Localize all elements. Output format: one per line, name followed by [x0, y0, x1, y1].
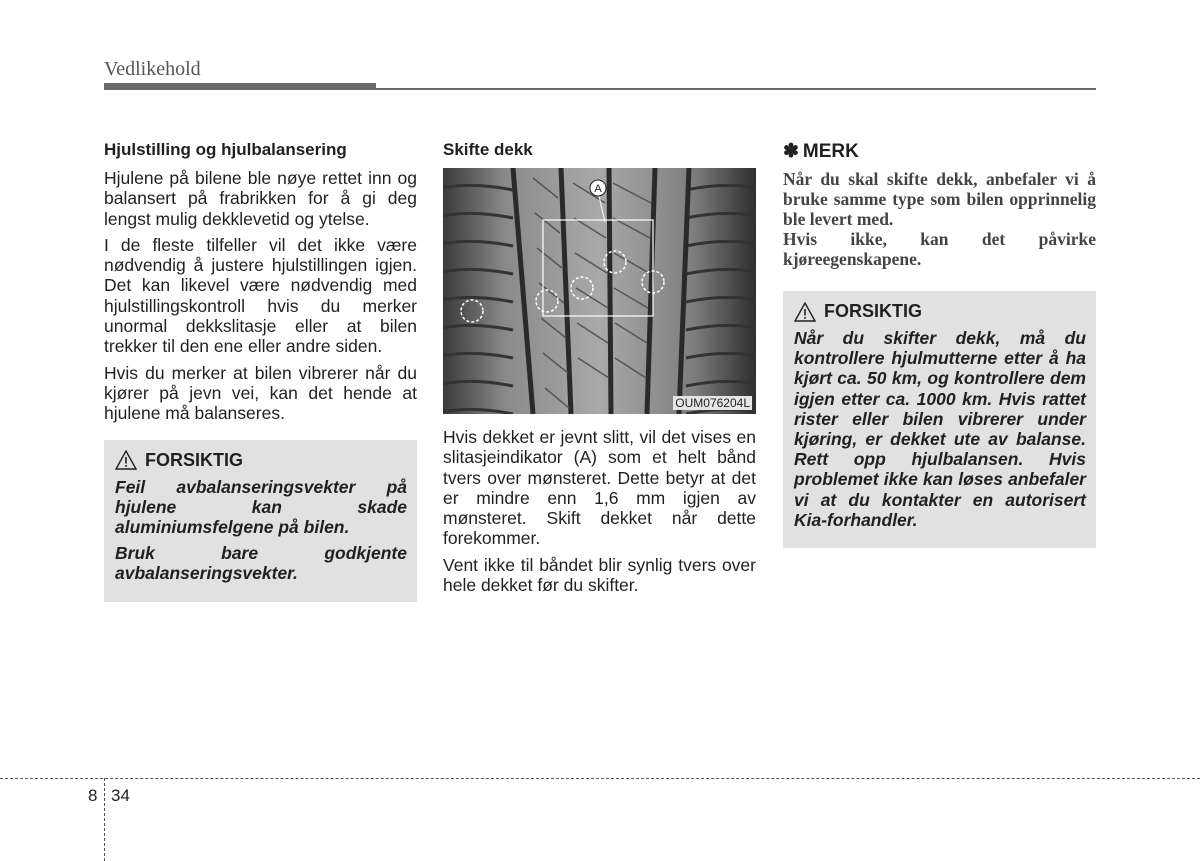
- note-title: MERK: [802, 140, 859, 162]
- caution-box: [104, 440, 417, 602]
- caution-text: Feil avbalanseringsvekter på hjulene kan skade aluminiumsfelgene på bilen.: [115, 476, 407, 537]
- warning-triangle-icon: [794, 302, 816, 322]
- caution-text: Bruk bare godkjente avbalanseringsvekter.: [115, 543, 407, 584]
- paragraph: I de fleste tilfeller vil det ikke være nødvendig å justere hjulstillingen igjen. Det kan likevel være nødvendig med hjulstillingskontroll hvis du merker unormal dekkslitasje eller at bilen trekker til den ene eller andre siden.: [104, 234, 417, 357]
- tire-tread-illustration: [443, 168, 756, 414]
- heading-wheel-alignment: Hjulstilling og hjulbalansering: [104, 140, 347, 159]
- page-number: 34: [111, 786, 130, 805]
- caution-title: FORSIKTIG: [145, 449, 243, 470]
- paragraph: Hjulene på bilene ble nøye rettet inn og balansert på frabrikken for å gi deg lengst mulig dekklevetid og ytelse.: [104, 168, 417, 229]
- tire-wear-figure: [443, 168, 756, 414]
- heading-tire-change: Skifte dekk: [443, 140, 533, 159]
- section-title: Vedlikehold: [104, 58, 201, 80]
- footer-rule: [0, 778, 1200, 779]
- note-header: [783, 140, 1096, 163]
- figure-marker-a: A: [594, 183, 602, 195]
- footer-margin-rule: [104, 778, 105, 861]
- column-left: [104, 140, 417, 602]
- column-middle: [443, 140, 756, 601]
- column-right: [783, 140, 1096, 548]
- note-text: Når du skal skifte dekk, anbefaler vi å bruke samme type som bilen opprinnelig ble levert med.: [783, 169, 1096, 229]
- paragraph: Hvis dekket er jevnt slitt, vil det vises en slitasjeindikator (A) som et helt bånd tvers over mønsteret. Dette betyr at det er mindre enn 1,6 mm igjen av mønsteret. Skift dekket når dette forekommer.: [443, 427, 756, 549]
- caution-header: [794, 301, 1086, 322]
- header-rule-thin: [376, 88, 1096, 90]
- caution-box: [783, 291, 1096, 548]
- warning-triangle-icon: [115, 450, 137, 470]
- note-star-icon: ✽: [783, 141, 799, 162]
- paragraph: Hvis du merker at bilen vibrerer når du kjører på jevn vei, kan det hende at hjulene må balanseres.: [104, 362, 417, 424]
- caution-header: [115, 450, 407, 471]
- caution-text: Når du skifter dekk, må du kontrollere hjulmutterne etter å ha kjørt ca. 50 km, og kontrollere dem igjen etter ca. 1000 km. Hvis rattet rister eller bilen vibrerer under kjøring, er dekket ute av balanse. Rett opp hjulbalansen. Hvis problemet ikke kan løses anbefaler vi at du kontakter en autorisert Kia-forhandler.: [794, 328, 1086, 530]
- note-text: Hvis ikke, kan det påvirke kjøreegenskapene.: [783, 229, 1096, 269]
- chapter-number: 8: [88, 786, 98, 805]
- figure-code: OUM076204L: [675, 396, 750, 410]
- caution-title: FORSIKTIG: [824, 301, 922, 321]
- header-rule-thick: [104, 83, 376, 90]
- paragraph: Vent ikke til båndet blir synlig tvers over hele dekket før du skifter.: [443, 554, 756, 596]
